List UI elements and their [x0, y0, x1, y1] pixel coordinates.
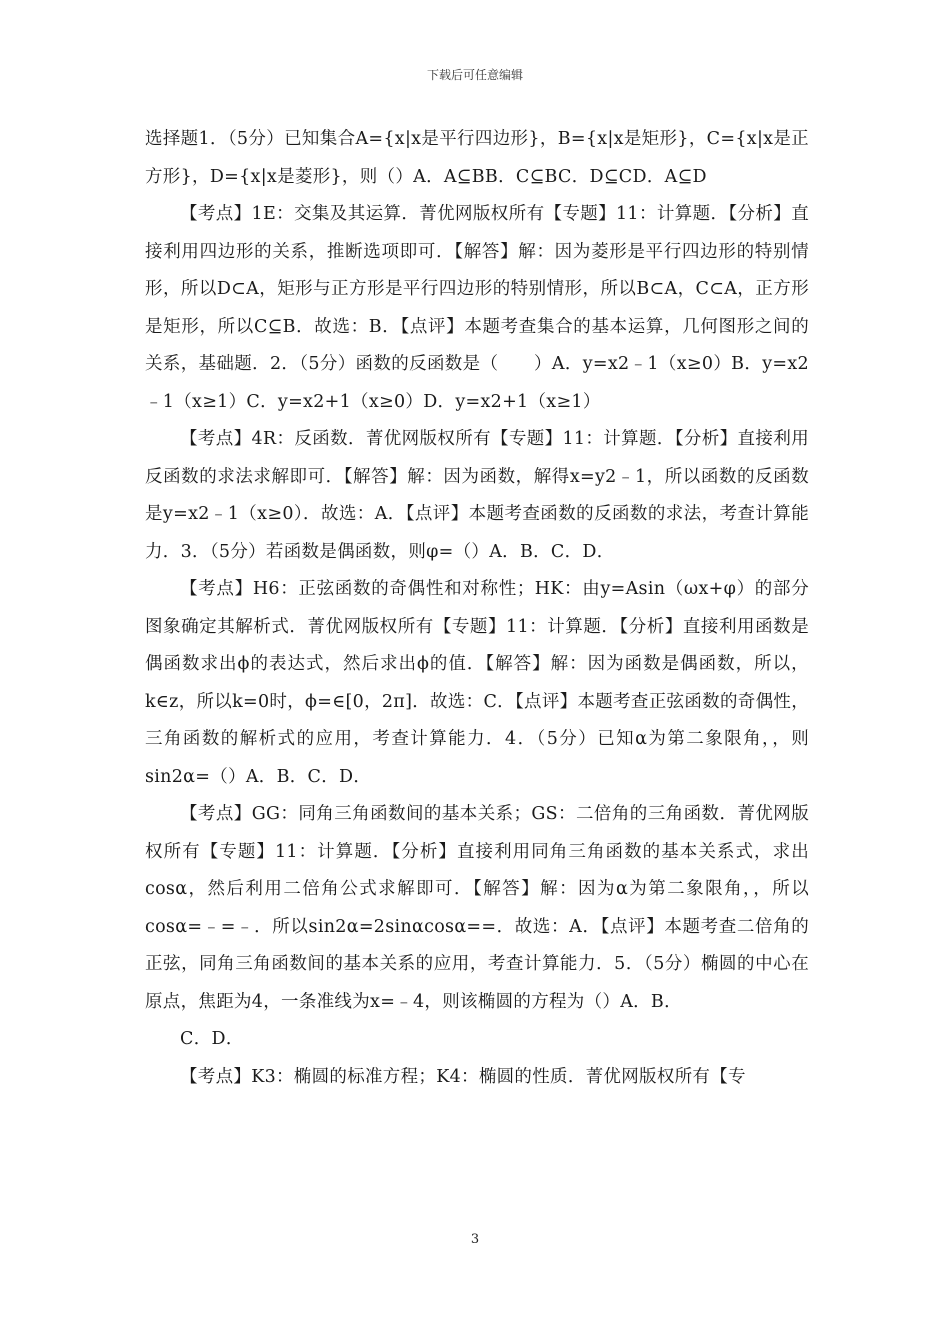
- answer-1-paragraph: 【考点】1E：交集及其运算．菁优网版权所有【专题】11：计算题．【分析】直接利用四边形的关系，推断选项即可．【解答】解：因为菱形是平行四边形的特别情形，所以D⊂A，矩形与正方形是平行四边形的特别情形，所以B⊂A，C⊂A，正方形是矩形，所以C⊆B．故选：B．【点评】本题考查集合的基本运算，几何图形之间的关系，基础题．2．（5分）函数的反函数是（ ）A．y=x2﹣1（x≥0）B．y=x2﹣1（x≥1）C．y=x2+1（x≥0）D．y=x2+1（x≥1）: [145, 204, 809, 412]
- answer-2-paragraph: 【考点】4R：反函数．菁优网版权所有【专题】11：计算题．【分析】直接利用反函数的求法求解即可．【解答】解：因为函数，解得x=y2﹣1，所以函数的反函数是y=x2﹣1（x≥0）．故选：A．【点评】本题考查函数的反函数的求法，考查计算能力．3．（5分）若函数是偶函数，则φ=（）A．B．C．D．: [145, 429, 809, 562]
- question-1-paragraph: 选择题1．（5分）已知集合A={x|x是平行四边形}，B={x|x是矩形}，C={x|x是正方形}，D={x|x是菱形}，则（）A．A⊆BB．C⊆BC．D⊆CD．A⊆D: [145, 129, 809, 187]
- question-5-options-paragraph: C．D．: [180, 1029, 244, 1049]
- answer-5-paragraph: 【考点】K3：椭圆的标准方程；K4：椭圆的性质．菁优网版权所有【专: [180, 1066, 746, 1087]
- page-header: 下载后可任意编辑: [426, 68, 523, 82]
- page-number: 3: [470, 1232, 480, 1247]
- answer-4-paragraph: 【考点】GG：同角三角函数间的基本关系；GS：二倍角的三角函数．菁优网版权所有【专题】11：计算题．【分析】直接利用同角三角函数的基本关系式，求出cosα，然后利用二倍角公式求解即可．【解答】解：因为α为第二象限角，，所以cosα=﹣=﹣．所以sin2α=2sinαcosα==．故选：A．【点评】本题考查二倍角的正弦，同角三角函数间的基本关系的应用，考查计算能力．5．（5分）椭圆的中心在原点，焦距为4，一条准线为x=﹣4，则该椭圆的方程为（）A．B．: [145, 804, 809, 1012]
- document-body: [145, 121, 809, 1096]
- answer-3-paragraph: 【考点】H6：正弦函数的奇偶性和对称性；HK：由y=Asin（ωx+φ）的部分图象确定其解析式．菁优网版权所有【专题】11：计算题．【分析】直接利用函数是偶函数求出ϕ的表达式，然后求出ϕ的值．【解答】解：因为函数是偶函数，所以，k∈z，所以k=0时，ϕ=∈[0，2π]．故选：C．【点评】本题考查正弦函数的奇偶性，三角函数的解析式的应用，考查计算能力．4．（5分）已知α为第二象限角，，则sin2α=（）A．B．C．D．: [145, 579, 809, 787]
